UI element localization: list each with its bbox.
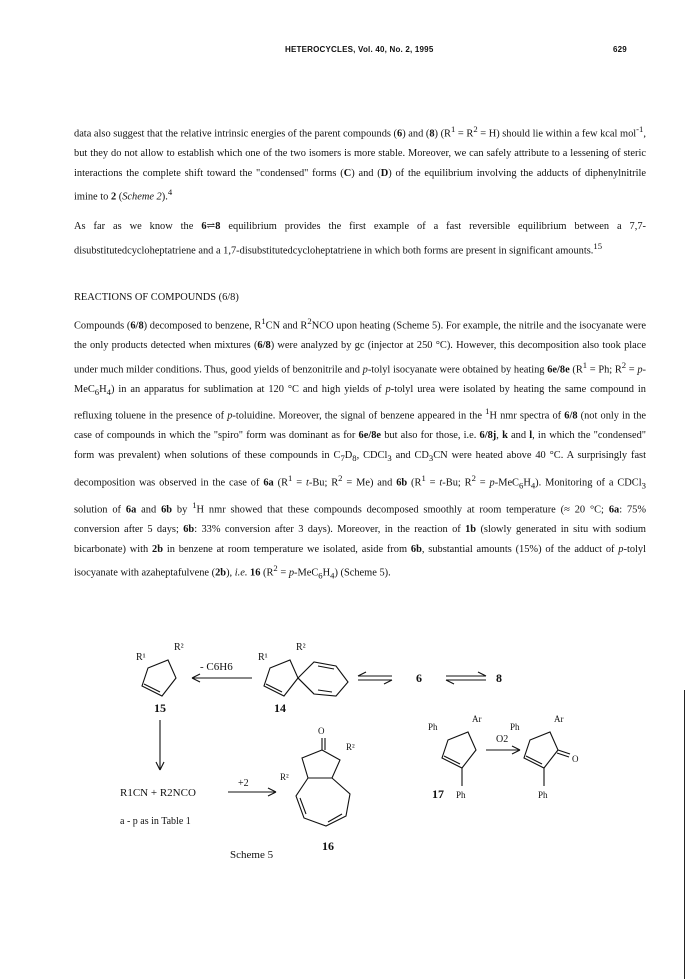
compound-label-8: 8 <box>496 671 502 685</box>
ph-label-17: Ph <box>428 722 438 732</box>
paragraph-energies: data also suggest that the relative intrinsic energies of the parent compounds (6) and (8) $(R^1 = R^2 = H)$ should lie within a few kcal mol$^{-1}$, but they do not allow to establish which one of the two isomers is more stable. Moreover, we can safely attribute to a lessening of steric interactions the complete shift toward the "condensed" forms (C) and (D) of the equilibrium involving the adducts of diphenylnitrile imine to 2 (Scheme 2).$^4$ <box>74 124 646 203</box>
reagent-plus2: +2 <box>238 778 249 789</box>
r2-label-14: R² <box>296 642 306 653</box>
ar-label-17: Ar <box>472 714 482 724</box>
ph-bottom-label-17: Ph <box>456 790 466 800</box>
oxygen-label-oxidised: O <box>572 754 579 764</box>
structure-15-ring <box>142 660 176 696</box>
compound-label-14: 14 <box>274 701 286 715</box>
products-label: R1CN + R2NCO <box>120 787 196 799</box>
running-header <box>0 42 687 58</box>
page-number: 629 <box>613 45 627 54</box>
r2-label-16: R² <box>280 772 289 782</box>
compound-label-16: 16 <box>322 839 334 853</box>
section-heading: REACTIONS OF COMPOUNDS (6/8) <box>74 292 239 303</box>
ar-label-oxidised: Ar <box>554 714 564 724</box>
oxygen-label-16: O <box>318 726 325 736</box>
scheme-5-drawing <box>110 630 580 870</box>
structure-17-ring <box>442 732 476 768</box>
r1-label-14: R¹ <box>258 652 268 663</box>
reagent-o2: O2 <box>496 734 509 745</box>
compound-label-17: 17 <box>432 787 444 801</box>
paragraph-reactions: Compounds (6/8) decomposed to benzene, $R^1CN$ and $R^2NCO$ upon heating (Scheme 5). For example, the nitrile and the isocyanate were the only products detected when mixtures (6/8) were analyzed by gc (injector at 250 °C). However, this decomposition also took place under much milder conditions. Thus, good yields of benzonitrile and p-tolyl isocyanate were obtained by heating 6e/8e ($R^1 = Ph$; $R^2 = p-MeC_6H_4$) in an apparatus for sublimation at 120 °C and high yields of p-tolyl urea were isolated by heating the same compound in refluxing toluene in the presence of p-toluidine. Moreover, the signal of benzene appeared in the $^1$H nmr spectra of 6/8 (not only in the case of compounds in which the "spiro" form was dominant as for 6e/8e but also for those, i.e. 6/8j, k and l, in which the "condensed" form was prevalent) when solutions of these compounds in $C_7D_8$, CDCl$_3$ and $CD_3CN$ were heated above 40 °C. A surprisingly fast decomposition was observed in the case of 6a ($R^1 = t-Bu$; $R^2 = Me$) and 6b ($R^1 = t-Bu$; $R^2 = p-MeC_6H_4$). Monitoring of a CDCl$_3$ solution of 6a and 6b by $^1$H nmr showed that these compounds decomposed smoothly at room temperature (≈ 20 °C; 6a: 75% conversion after 5 days; 6b: 33% conversion after 3 days). Moreover, in the reaction of 1b (slowly generated in situ with sodium bicarbonate) with 2b in benzene at room temperature we isolated, aside from 6b, substantial amounts (15%) of the adduct of p-tolyl isocyanate with azaheptafulvene (2b), i.e. 16 $(R^2 = p-MeC_6H_4)$ (Scheme 5). <box>74 316 647 581</box>
page-edge-rule <box>684 690 685 979</box>
structure-16-five-ring <box>302 750 340 778</box>
series-note: a - p as in Table 1 <box>120 816 191 827</box>
structure-16-seven-ring <box>296 778 350 826</box>
structure-17-oxidised-ring <box>524 732 558 768</box>
r2-top-label-16: R² <box>346 742 355 752</box>
journal-citation: HETEROCYCLES, Vol. 40, No. 2, 1995 <box>285 45 434 54</box>
compound-label-6: 6 <box>416 671 422 685</box>
ph-label-oxidised: Ph <box>510 722 520 732</box>
r2-label-15: R² <box>174 642 184 653</box>
compound-label-15: 15 <box>154 701 166 715</box>
scheme-caption: Scheme 5 <box>230 849 274 861</box>
r1-label-15: R¹ <box>136 652 146 663</box>
structure-14-ring <box>264 660 298 696</box>
scheme-5-figure <box>110 630 580 875</box>
ph-bottom-label-oxidised: Ph <box>538 790 548 800</box>
reagent-c6h6: - C6H6 <box>200 661 233 673</box>
paragraph-equilibrium: As far as we know the 6⇌8 equilibrium provides the first example of a fast reversible equilibrium between a 7,7-disubstitutedcycloheptatriene and a 1,7-disubstitutedcycloheptatriene in which both forms are present in significant amounts.$^{15}$ <box>74 221 646 257</box>
